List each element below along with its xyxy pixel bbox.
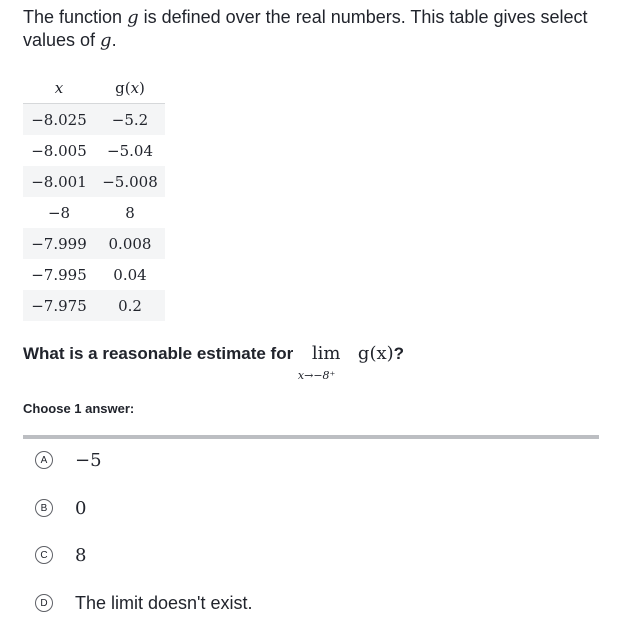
question-intro <box>23 6 613 52</box>
intro-var-g: g <box>127 7 139 28</box>
table-row <box>23 104 165 136</box>
choice-b[interactable] <box>35 494 595 522</box>
cell-gx: −5.008 <box>95 166 165 197</box>
cell-x: −8.005 <box>31 141 87 160</box>
header-x: x <box>23 72 95 104</box>
cell-gx: 8 <box>125 203 135 222</box>
choice-b-letter-circle: B <box>35 499 53 517</box>
header-gx-var: x <box>130 78 140 97</box>
table-header-row <box>23 72 165 104</box>
cell-x: −8.025 <box>23 104 95 136</box>
choose-label: Choose 1 answer: <box>23 401 135 416</box>
cell-gx: −5.2 <box>95 104 165 136</box>
choice-d-text: The limit doesn't exist. <box>75 592 253 613</box>
choice-d[interactable] <box>35 589 595 617</box>
choice-c[interactable] <box>35 541 595 569</box>
limit-subscript: x→−8⁺ <box>297 369 336 382</box>
choice-a-letter-circle: A <box>35 451 53 469</box>
choice-d-letter-circle: D <box>35 594 53 612</box>
table-row <box>23 197 165 228</box>
cell-x: −8 <box>47 203 71 222</box>
choice-a-text: −5 <box>75 449 102 471</box>
table-row <box>23 228 165 259</box>
intro-text-2: is defined over the real numbers. This table gives select values of <box>23 7 588 50</box>
table-row <box>23 135 165 166</box>
intro-text-1: The function <box>23 7 128 27</box>
limit-expression <box>297 340 358 382</box>
choice-c-letter-circle: C <box>35 546 53 564</box>
question-text: What is a reasonable estimate for <box>23 344 298 363</box>
limit-word: lim <box>311 343 341 364</box>
choice-b-text: 0 <box>75 497 87 519</box>
choices-divider <box>23 435 599 439</box>
question-mark: ? <box>393 344 405 363</box>
choice-a[interactable] <box>35 446 595 474</box>
cell-x: −7.975 <box>23 290 95 321</box>
question-prompt <box>23 340 613 382</box>
header-gx-prefix: g( <box>115 78 131 97</box>
header-gx-suffix: ) <box>139 78 145 97</box>
cell-x: −8.001 <box>23 166 95 197</box>
cell-gx: −5.04 <box>107 141 153 160</box>
cell-gx: 0.2 <box>95 290 165 321</box>
table-row <box>23 259 165 290</box>
values-table <box>23 72 165 321</box>
cell-x: −7.999 <box>23 228 95 259</box>
header-gx <box>95 72 165 104</box>
intro-var-g-2: g <box>100 30 112 51</box>
table-row <box>23 166 165 197</box>
cell-gx: 0.04 <box>113 265 147 284</box>
cell-x: −7.995 <box>31 265 87 284</box>
table-row <box>23 290 165 321</box>
intro-text-3: . <box>111 30 117 50</box>
choice-c-text: 8 <box>75 544 87 566</box>
limit-argument: g(x) <box>357 343 394 364</box>
cell-gx: 0.008 <box>95 228 165 259</box>
